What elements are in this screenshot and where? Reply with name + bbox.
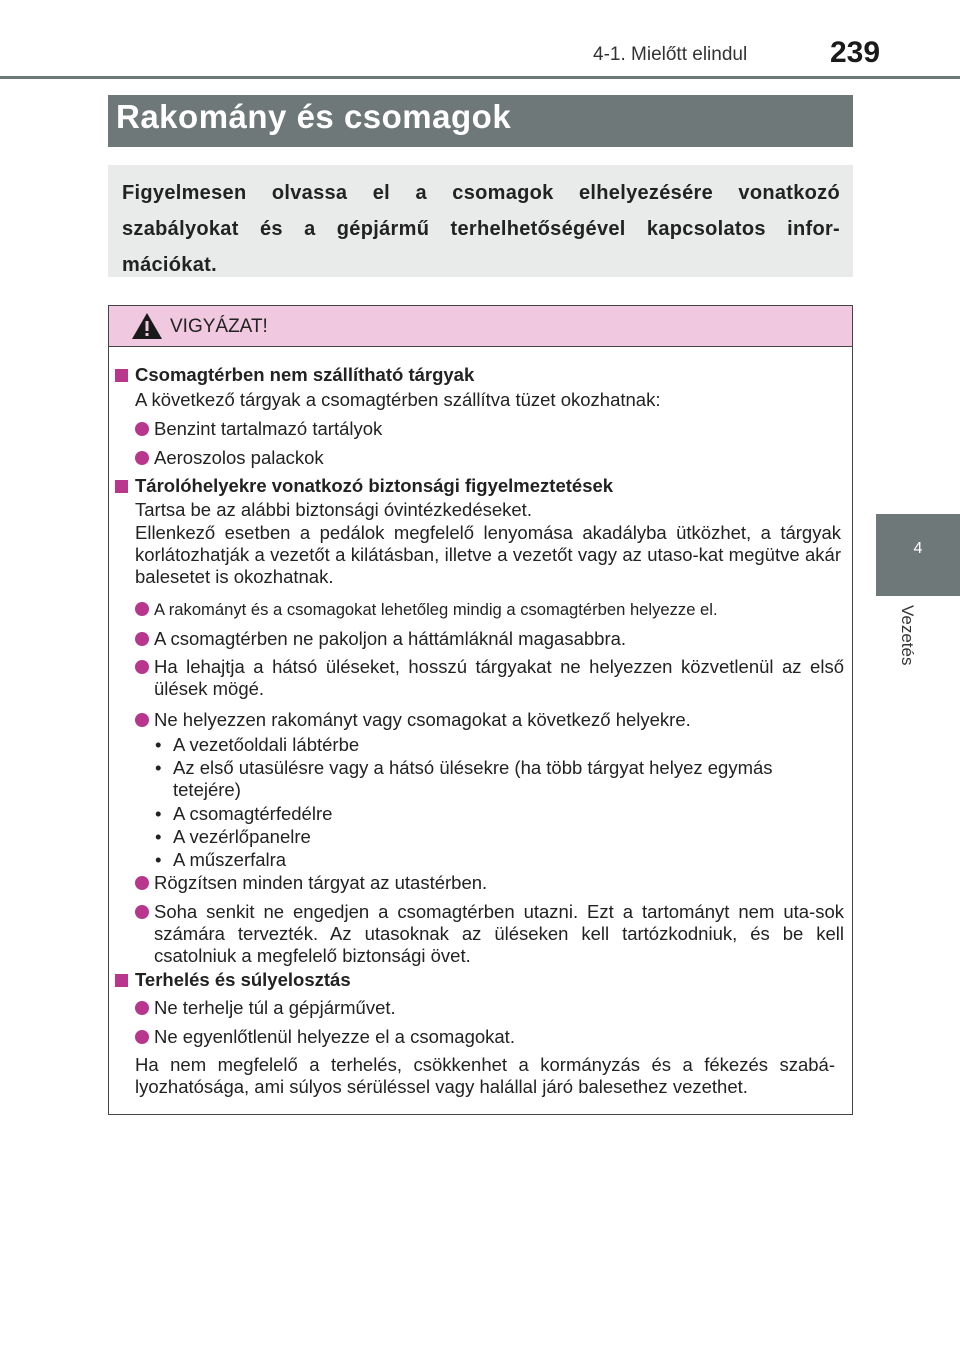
warning-box <box>108 305 853 1115</box>
section-marker-icon <box>115 480 128 493</box>
section-text: Ha nem megfelelő a terhelés, csökkenhet a kormányzás és a fékezés szabá-lyozhatósága, ami súlyos sérüléssel vagy halállal járó balesethez vezethet. <box>135 1054 835 1097</box>
page-number: 239 <box>830 36 881 69</box>
section-text: Tartsa be az alábbi biztonsági óvintézkedéseket. <box>135 499 532 520</box>
bullet-icon <box>135 422 149 436</box>
bullet-icon <box>135 660 149 674</box>
warning-header <box>109 306 852 347</box>
section-title: 4-1. Mielőtt elindul <box>593 44 748 65</box>
section-heading: Tárolóhelyekre vonatkozó biztonsági figyelmeztetések <box>135 475 614 496</box>
intro-text: Figyelmesen olvassa el a csomagok elhelyezésére vonatkozó szabályokat és a gépjármű terhelhetőségével kapcsolatos infor-mációkat. <box>122 182 840 276</box>
bullet-icon <box>135 1030 149 1044</box>
sub-bullet-icon: • <box>155 803 162 824</box>
bullet-text: Aeroszolos palackok <box>154 447 324 468</box>
bullet-text: Rögzítsen minden tárgyat az utastérben. <box>154 872 488 893</box>
chapter-label-text: Vezetés <box>898 605 917 666</box>
section-marker-icon <box>115 974 128 987</box>
section-heading: Csomagtérben nem szállítható tárgyak <box>135 364 475 385</box>
bullet-icon <box>135 876 149 890</box>
sub-bullet-icon: • <box>155 826 162 847</box>
sub-bullet-text: A műszerfalra <box>173 849 287 870</box>
bullet-text: A csomagtérben ne pakoljon a háttámláknál magasabbra. <box>154 628 627 649</box>
sub-bullet-text: A csomagtérfedélre <box>173 803 333 824</box>
section-marker-icon <box>115 369 128 382</box>
section-heading: Terhelés és súlyelosztás <box>135 969 351 990</box>
bullet-icon <box>135 451 149 465</box>
chapter-label <box>893 605 933 685</box>
section-text: Ellenkező esetben a pedálok megfelelő lenyomása akadályba ütközhet, a tárgyak korlátozhatják a vezetőt a kilátásban, illetve a vezetőt vagy az utaso-kat megütve akár balesetet is okozhatnak. <box>135 522 841 587</box>
sub-bullet-icon: • <box>155 734 162 755</box>
bullet-icon <box>135 602 149 616</box>
sub-bullet-text: A vezérlőpanelre <box>173 826 311 847</box>
warning-title: VIGYÁZAT! <box>170 316 268 337</box>
sub-bullet-icon: • <box>155 757 162 778</box>
bullet-icon <box>135 905 149 919</box>
section-text: A következő tárgyak a csomagtérben szállítva tüzet okozhatnak: <box>135 389 661 410</box>
chapter-number: 4 <box>913 540 923 557</box>
bullet-text: Ne egyenlőtlenül helyezze el a csomagokat. <box>154 1026 515 1047</box>
sub-bullet-icon: • <box>155 849 162 870</box>
bullet-icon <box>135 713 149 727</box>
sub-bullet-text: Az első utasülésre vagy a hátsó ülésekre (ha több tárgyat helyez egymás tetejére) <box>173 757 773 800</box>
page-title: Rakomány és csomagok <box>116 98 512 135</box>
bullet-text: Ne terhelje túl a gépjárművet. <box>154 997 396 1018</box>
bullet-text: Ne helyezzen rakományt vagy csomagokat a következő helyekre. <box>154 709 691 730</box>
header-divider <box>0 76 960 79</box>
sub-bullet-text: A vezetőoldali lábtérbe <box>173 734 360 755</box>
bullet-icon <box>135 632 149 646</box>
warning-triangle-icon <box>131 312 163 340</box>
bullet-text: Benzint tartalmazó tartályok <box>154 418 383 439</box>
bullet-text: Ha lehajtja a hátsó üléseket, hosszú tárgyakat ne helyezzen közvetlenül az első ülések mögé. <box>154 656 844 699</box>
bullet-text: A rakományt és a csomagokat lehetőleg mindig a csomagtérben helyezze el. <box>154 600 718 619</box>
bullet-icon <box>135 1001 149 1015</box>
bullet-text: Soha senkit ne engedjen a csomagtérben utazni. Ezt a tartományt nem uta-sok számára tervezték. Az utasoknak az üléseken kell tartózkodniuk, és be kell csatolniuk a megfelelő biztonsági övet. <box>154 901 844 966</box>
